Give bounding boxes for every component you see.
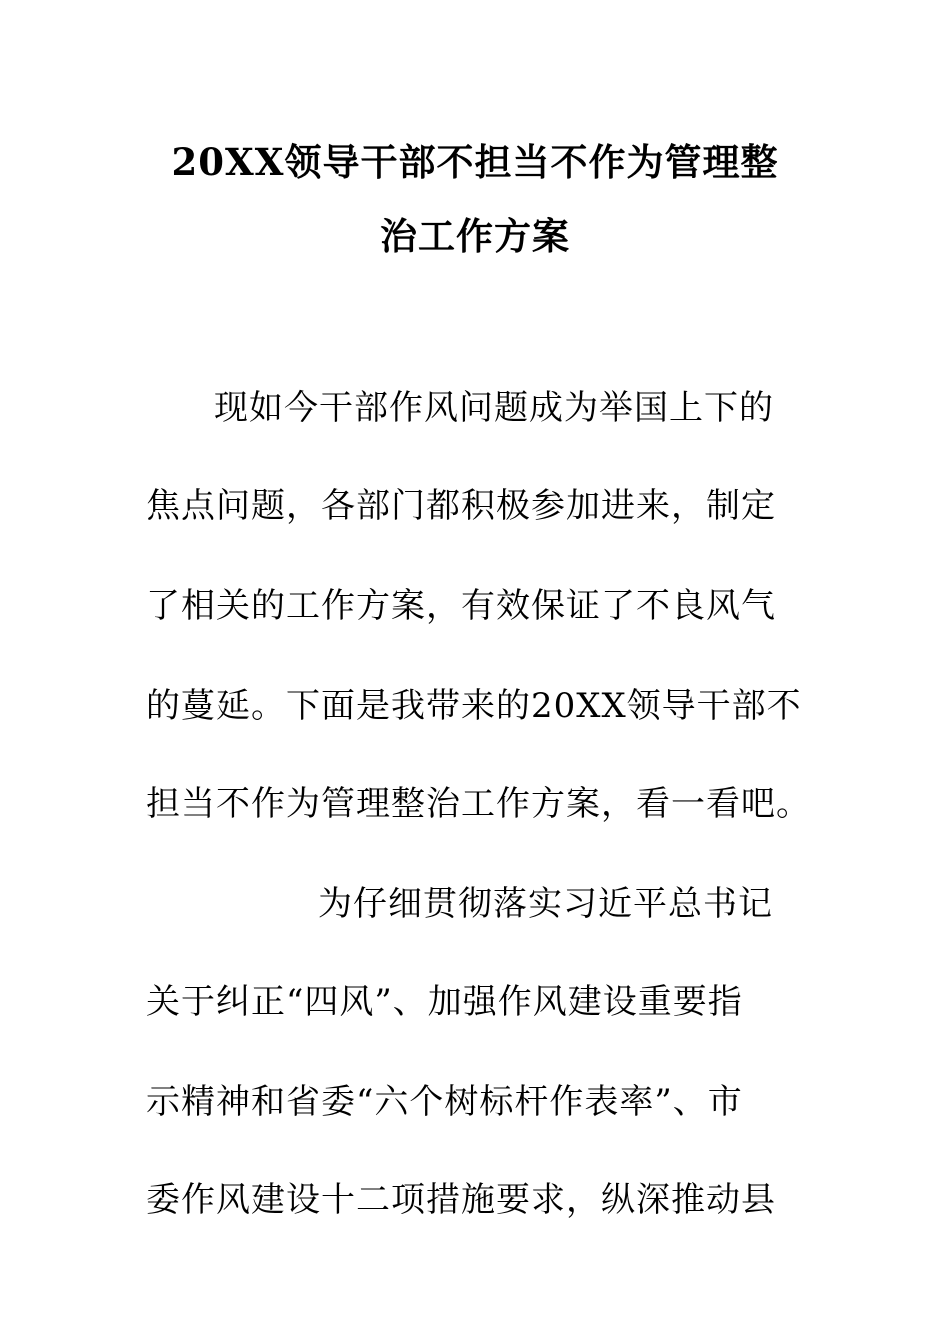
document-title-line-1: 20XX领导干部不担当不作为管理整 — [171, 140, 779, 184]
body-line-7: 关于纠正“四风”、加强作风建设重要指 — [146, 982, 743, 1022]
body-line-9: 委作风建设十二项措施要求，纵深推动县 — [146, 1180, 776, 1220]
body-line-2: 焦点问题，各部门都积极参加进来，制定 — [146, 486, 776, 526]
body-line-5: 担当不作为管理整治工作方案，看一看吧。 — [146, 784, 811, 824]
document-title-line-2: 治工作方案 — [380, 214, 570, 258]
body-line-4: 的蔓延。下面是我带来的20XX领导干部不 — [146, 686, 802, 726]
body-line-3: 了相关的工作方案，有效保证了不良风气 — [146, 586, 776, 626]
body-line-1: 现如今干部作风问题成为举国上下的 — [214, 388, 774, 428]
body-line-8: 示精神和省委“六个树标杆作表率”、市 — [146, 1082, 743, 1122]
body-line-6: 为仔细贯彻落实习近平总书记 — [318, 884, 773, 924]
